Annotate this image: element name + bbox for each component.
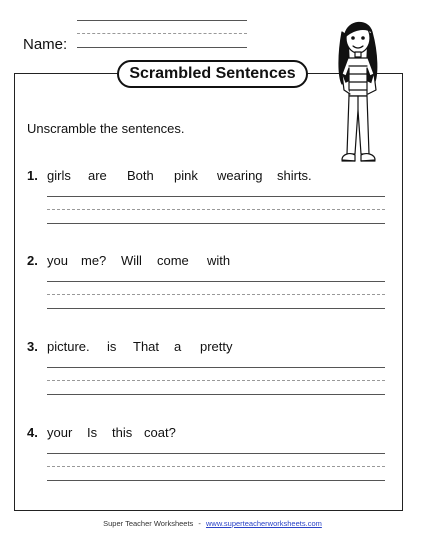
item-number: 1.: [27, 168, 38, 183]
answer-mid-line: [47, 380, 385, 381]
word: with: [207, 253, 231, 268]
footer-publisher: Super Teacher Worksheets: [103, 519, 194, 528]
name-base-line: [77, 47, 247, 48]
answer-base-line: [47, 308, 385, 309]
word: is: [107, 339, 117, 354]
word: Is: [87, 425, 98, 440]
answer-mid-line: [47, 294, 385, 295]
word: your: [47, 425, 73, 440]
answer-top-line: [47, 367, 385, 368]
word: pretty: [200, 339, 233, 354]
instructions: Unscramble the sentences.: [27, 121, 185, 136]
answer-top-line: [47, 196, 385, 197]
name-area: [23, 18, 253, 58]
worksheet-title: [117, 60, 308, 88]
answer-base-line: [47, 223, 385, 224]
word: Will: [121, 253, 142, 268]
answer-mid-line: [47, 466, 385, 467]
footer-separator: -: [198, 519, 201, 528]
scrambled-words: [47, 253, 230, 268]
word: me?: [81, 253, 107, 268]
word: Both: [127, 168, 154, 183]
word: coat?: [144, 425, 176, 440]
answer-top-line: [47, 281, 385, 282]
girl-illustration: [320, 14, 400, 174]
answer-top-line: [47, 453, 385, 454]
word: girls: [47, 168, 71, 183]
word: pink: [174, 168, 198, 183]
scrambled-words: [47, 425, 176, 440]
name-mid-line: [77, 33, 247, 34]
word: are: [88, 168, 107, 183]
scrambled-words: [47, 339, 233, 354]
word: picture.: [47, 339, 90, 354]
item-number: 2.: [27, 253, 38, 268]
word: That: [133, 339, 160, 354]
word: you: [47, 253, 68, 268]
word: this: [112, 425, 133, 440]
word: come: [157, 253, 189, 268]
footer-url-link[interactable]: www.superteacherworksheets.com: [205, 519, 322, 528]
item-number: 4.: [27, 425, 38, 440]
item-number: 3.: [27, 339, 38, 354]
name-writing-lines[interactable]: [77, 20, 247, 54]
word: wearing: [217, 168, 263, 183]
answer-base-line: [47, 394, 385, 395]
word: a: [174, 339, 182, 354]
footer: [0, 519, 425, 528]
answer-mid-line: [47, 209, 385, 210]
answer-base-line: [47, 480, 385, 481]
scrambled-words: [47, 168, 312, 183]
title-text: Scrambled Sentences: [129, 65, 296, 82]
name-top-line: [77, 20, 247, 21]
name-label: Name:: [23, 36, 68, 53]
word: shirts.: [277, 168, 312, 183]
